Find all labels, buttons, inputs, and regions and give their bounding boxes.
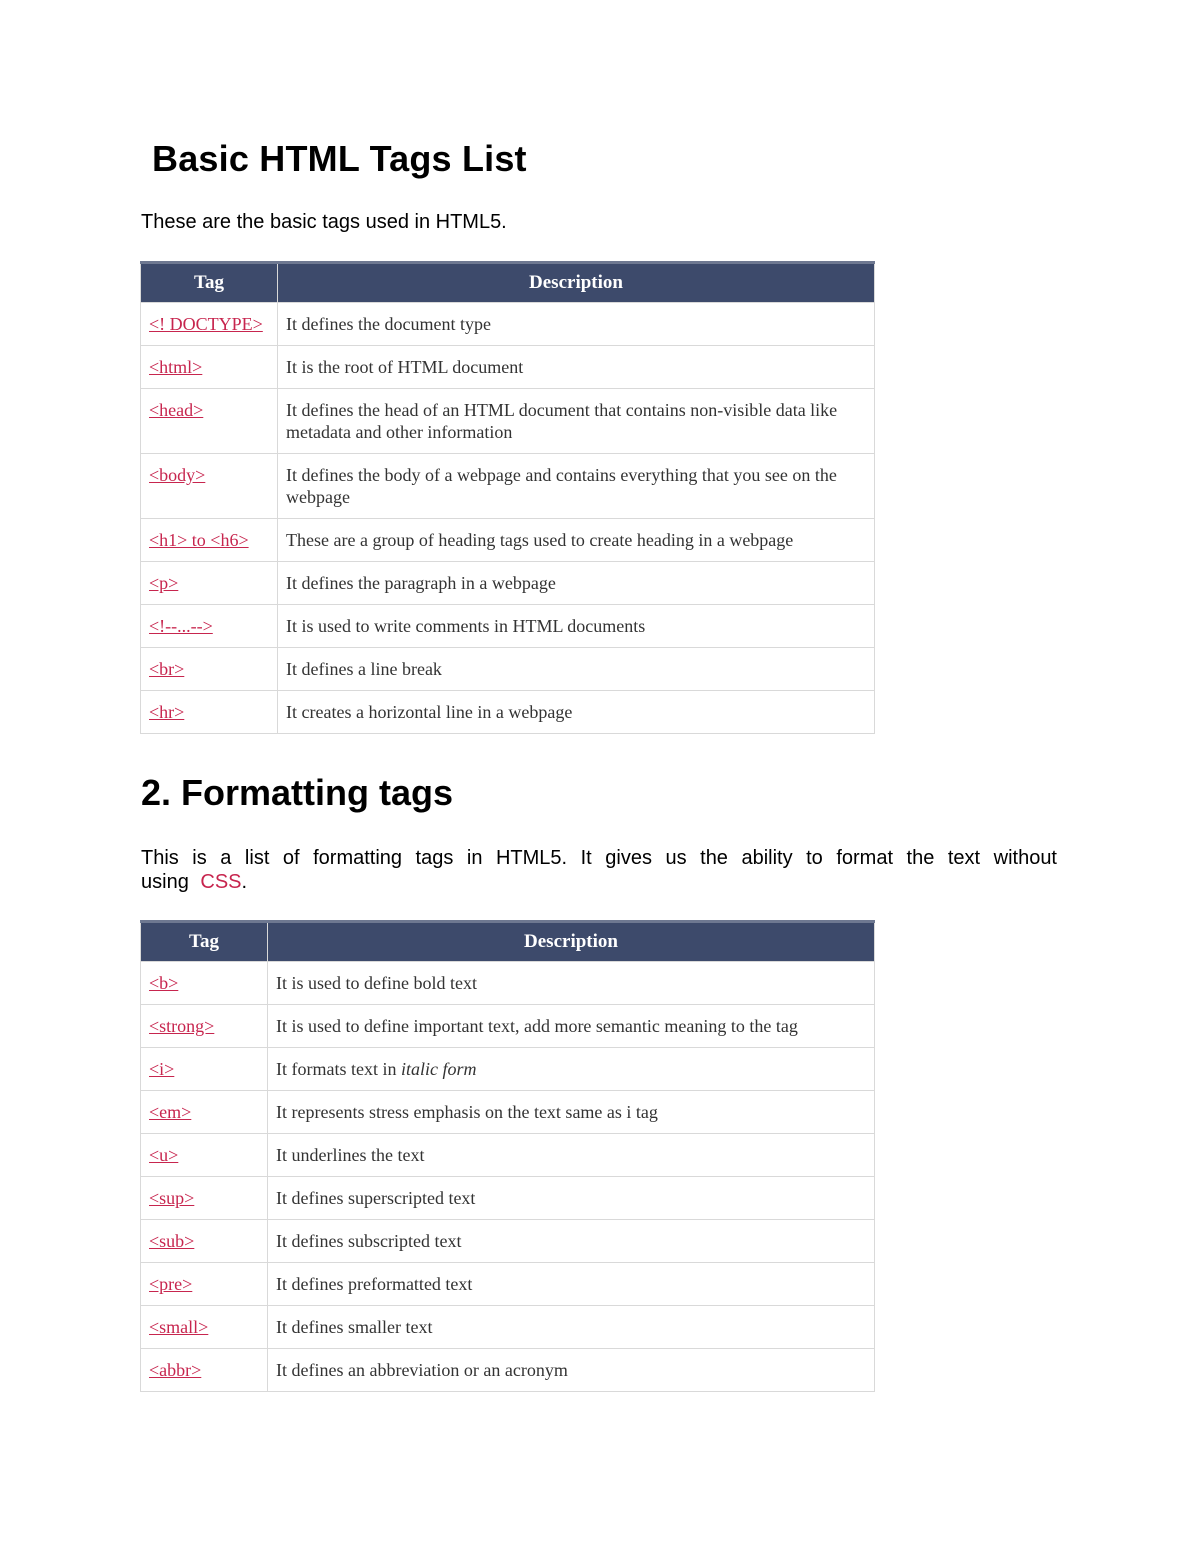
description-cell: It defines preformatted text	[268, 1263, 875, 1306]
column-header-description: Description	[278, 263, 875, 303]
table-header-row	[141, 922, 875, 962]
description-cell: It creates a horizontal line in a webpage	[278, 691, 875, 734]
description-cell: It is used to define important text, add more semantic meaning to the tag	[268, 1005, 875, 1048]
table-row	[141, 605, 875, 648]
column-header-description: Description	[268, 922, 875, 962]
description-cell: It is the root of HTML document	[278, 346, 875, 389]
tag-link[interactable]: <body>	[149, 465, 206, 485]
italic-example: italic form	[400, 1059, 477, 1079]
table-row	[141, 691, 875, 734]
description-cell: It underlines the text	[268, 1134, 875, 1177]
tag-link[interactable]: <em>	[149, 1102, 192, 1122]
description-cell: It defines smaller text	[268, 1306, 875, 1349]
description-cell: It defines superscripted text	[268, 1177, 875, 1220]
basic-tags-table	[140, 261, 875, 734]
table-row	[141, 346, 875, 389]
description-cell: It defines subscripted text	[268, 1220, 875, 1263]
table-row	[141, 389, 875, 454]
description-cell: It defines the head of an HTML document that contains non-visible data like metadata and other information	[278, 389, 875, 454]
description-cell: It is used to define bold text	[268, 962, 875, 1005]
table-row	[141, 1091, 875, 1134]
tag-link[interactable]: <p>	[149, 573, 179, 593]
table-row	[141, 962, 875, 1005]
description-cell: It defines the body of a webpage and contains everything that you see on the webpage	[278, 454, 875, 519]
tag-link[interactable]: <sub>	[149, 1231, 195, 1251]
table-row	[141, 1349, 875, 1392]
description-cell: It defines an abbreviation or an acronym	[268, 1349, 875, 1392]
paragraph-end: .	[241, 871, 248, 893]
table-header-row	[141, 263, 875, 303]
table-row	[141, 1177, 875, 1220]
section-paragraph	[141, 846, 1057, 894]
description-cell: These are a group of heading tags used to create heading in a webpage	[278, 519, 875, 562]
table-row	[141, 562, 875, 605]
description-cell	[268, 1048, 875, 1091]
tag-link[interactable]: <! DOCTYPE>	[149, 314, 263, 334]
page-title: Basic HTML Tags List	[152, 138, 527, 179]
table-row	[141, 1220, 875, 1263]
table-row	[141, 1306, 875, 1349]
formatting-tags-table	[140, 920, 875, 1392]
table-row	[141, 519, 875, 562]
tag-link[interactable]: <small>	[149, 1317, 209, 1337]
tag-link[interactable]: <pre>	[149, 1274, 193, 1294]
tag-link[interactable]: <strong>	[149, 1016, 215, 1036]
tag-link[interactable]: <html>	[149, 357, 203, 377]
tag-link[interactable]: <head>	[149, 400, 204, 420]
css-link[interactable]: CSS	[200, 871, 242, 893]
tag-link[interactable]: <!--...-->	[149, 616, 213, 636]
tag-link[interactable]: <h1> to <h6>	[149, 530, 249, 550]
table-row	[141, 648, 875, 691]
tag-link[interactable]: <i>	[149, 1059, 175, 1079]
paragraph-text: This is a list of formatting tags in HTML5. It gives us the ability to format the text without using	[141, 847, 1057, 893]
tag-link[interactable]: <sup>	[149, 1188, 195, 1208]
section-heading: 2. Formatting tags	[141, 772, 454, 813]
description-cell: It defines a line break	[278, 648, 875, 691]
tag-link[interactable]: <b>	[149, 973, 179, 993]
description-text: It formats text in	[276, 1059, 401, 1079]
intro-text: These are the basic tags used in HTML5.	[141, 211, 507, 233]
table-row	[141, 1048, 875, 1091]
tag-link[interactable]: <abbr>	[149, 1360, 202, 1380]
description-cell: It represents stress emphasis on the text same as i tag	[268, 1091, 875, 1134]
tag-link[interactable]: <br>	[149, 659, 185, 679]
table-row	[141, 303, 875, 346]
table-row	[141, 1263, 875, 1306]
column-header-tag: Tag	[141, 922, 268, 962]
tag-link[interactable]: <u>	[149, 1145, 179, 1165]
column-header-tag: Tag	[141, 263, 278, 303]
table-row	[141, 1134, 875, 1177]
table-row	[141, 1005, 875, 1048]
description-cell: It defines the document type	[278, 303, 875, 346]
tag-link[interactable]: <hr>	[149, 702, 185, 722]
description-cell: It defines the paragraph in a webpage	[278, 562, 875, 605]
table-row	[141, 454, 875, 519]
description-cell: It is used to write comments in HTML documents	[278, 605, 875, 648]
